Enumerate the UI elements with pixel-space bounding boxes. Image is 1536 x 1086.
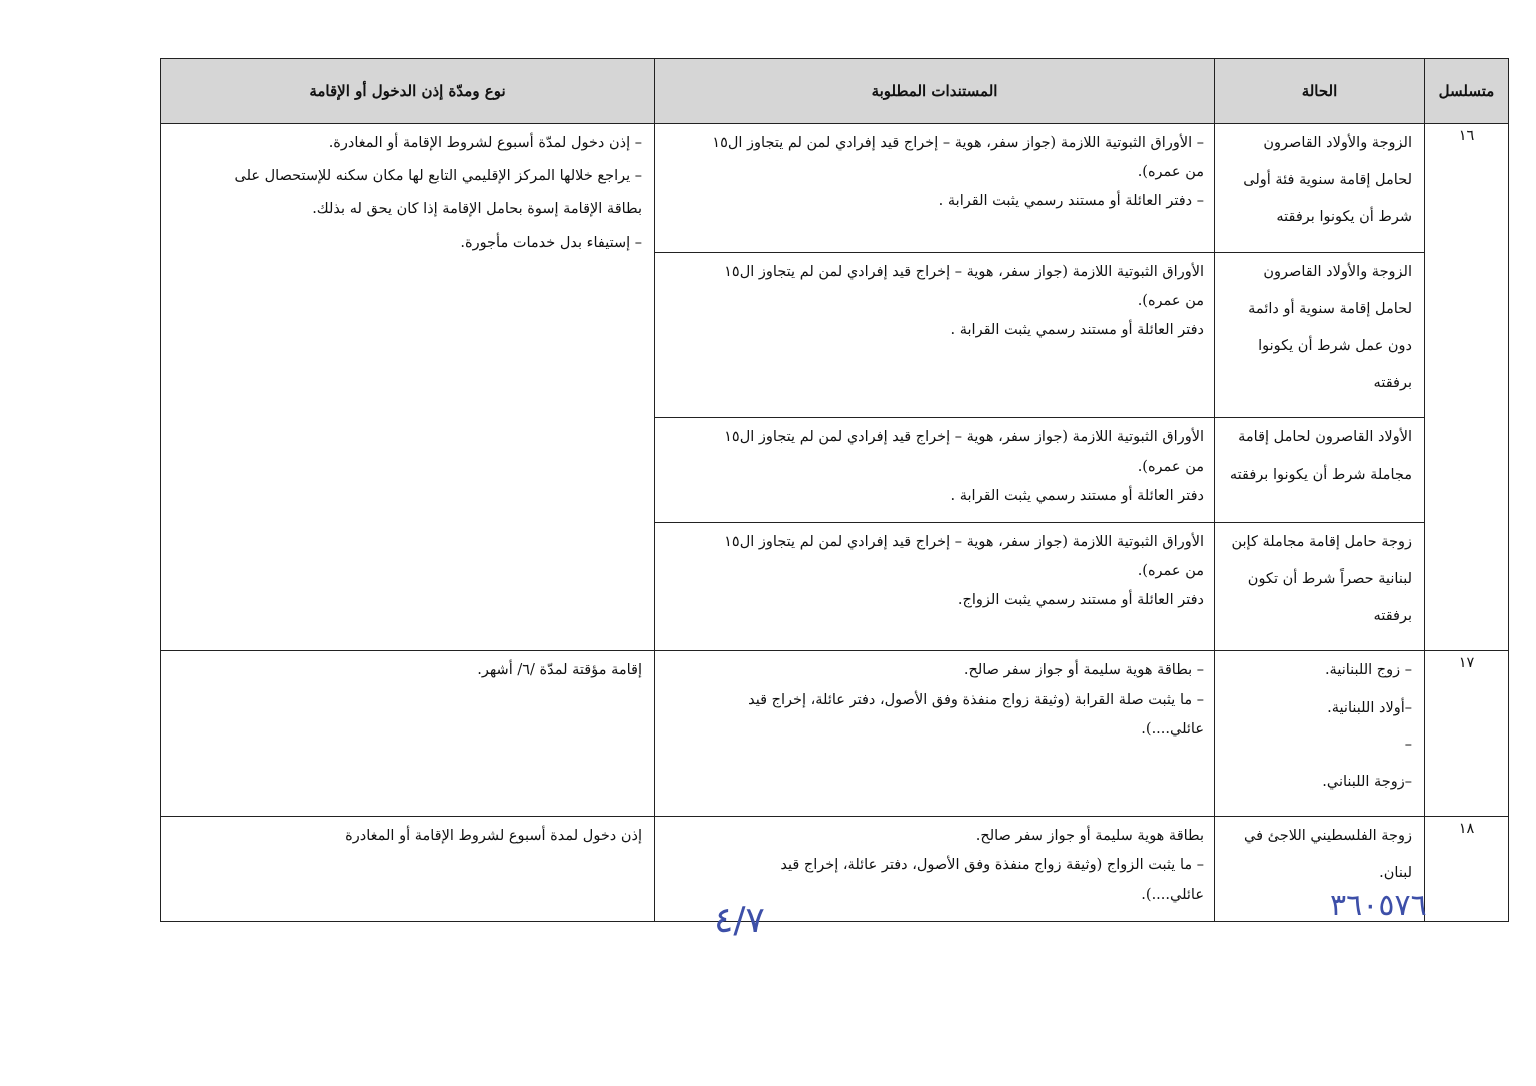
case-line: لحامل إقامة سنوية أو دائمة bbox=[1248, 300, 1412, 317]
doc-line: عائلي....). bbox=[1141, 720, 1204, 737]
docs-cell bbox=[655, 252, 1215, 418]
type-cell bbox=[161, 651, 655, 817]
doc-line: دفتر العائلة أو مستند رسمي يثبت القرابة . bbox=[950, 321, 1204, 338]
type-line: بطاقة الإقامة إسوة بحامل الإقامة إذا كان يحق له بذلك. bbox=[312, 201, 642, 218]
docs-cell bbox=[655, 522, 1215, 651]
case-line: دون عمل شرط أن يكونوا bbox=[1258, 337, 1412, 354]
case-cell bbox=[1215, 418, 1425, 523]
row-seq-16: ١٦ bbox=[1425, 124, 1509, 651]
case-line: مجاملة شرط أن يكونوا برفقته bbox=[1229, 466, 1412, 483]
case-line: الزوجة والأولاد القاصرون bbox=[1263, 135, 1412, 151]
type-line: إذن دخول لمدة أسبوع لشروط الإقامة أو المغادرة bbox=[345, 828, 642, 845]
case-cell bbox=[1215, 252, 1425, 418]
requirements-table bbox=[160, 58, 1509, 922]
case-line: – bbox=[1404, 736, 1412, 753]
row-seq-18: ١٨ bbox=[1425, 817, 1509, 922]
docs-cell bbox=[655, 124, 1215, 253]
type-line: إقامة مؤقتة لمدّة /٦/ أشهر. bbox=[477, 662, 642, 679]
doc-line: من عمره). bbox=[1137, 164, 1204, 181]
case-line: برفقته bbox=[1373, 375, 1412, 392]
case-line: زوجة الفلسطيني اللاجئ في bbox=[1244, 828, 1412, 845]
row-seq-17: ١٧ bbox=[1425, 651, 1509, 817]
doc-line: – ما يثبت الزواج (وثيقة زواج منفذة وفق الأصول، دفتر عائلة، إخراج قيد bbox=[780, 857, 1204, 874]
header-type: نوع ومدّة إذن الدخول أو الإقامة bbox=[161, 59, 655, 124]
type-line: – يراجع خلالها المركز الإقليمي التابع لها مكان سكنه للإستحصال على bbox=[234, 168, 642, 185]
handwritten-reference-number: ٣٦٠٥٧٦ bbox=[1330, 888, 1427, 923]
case-line: لبنان. bbox=[1379, 865, 1412, 882]
doc-line: من عمره). bbox=[1137, 563, 1204, 580]
doc-line: دفتر العائلة أو مستند رسمي يثبت الزواج. bbox=[957, 592, 1204, 609]
document-sheet bbox=[160, 58, 1508, 922]
case-line: زوجة حامل إقامة مجاملة كإبن bbox=[1231, 533, 1412, 550]
doc-line: من عمره). bbox=[1137, 458, 1204, 475]
docs-cell bbox=[655, 418, 1215, 523]
doc-line: – ما يثبت صلة القرابة (وثيقة زواج منفذة وفق الأصول، دفتر عائلة، إخراج قيد bbox=[748, 691, 1204, 708]
case-cell bbox=[1215, 522, 1425, 651]
docs-cell bbox=[655, 651, 1215, 817]
type-cell bbox=[161, 817, 655, 922]
case-cell bbox=[1215, 651, 1425, 817]
doc-line: الأوراق الثبوتية اللازمة (جواز سفر، هوية – إخراج قيد إفرادي لمن لم يتجاوز ال١٥ bbox=[724, 533, 1204, 550]
type-cell bbox=[161, 124, 655, 651]
type-line: – إستيفاء بدل خدمات مأجورة. bbox=[460, 234, 642, 251]
case-line: الأولاد القاصرون لحامل إقامة bbox=[1238, 429, 1412, 446]
doc-line: – دفتر العائلة أو مستند رسمي يثبت القرابة . bbox=[938, 193, 1204, 210]
table-row bbox=[161, 817, 1509, 922]
type-line: – إذن دخول لمدّة أسبوع لشروط الإقامة أو المغادرة. bbox=[328, 135, 642, 151]
table-header-row bbox=[161, 59, 1509, 124]
page-number: ٤/٧ bbox=[714, 900, 765, 941]
doc-line: دفتر العائلة أو مستند رسمي يثبت القرابة . bbox=[950, 487, 1204, 504]
case-line: لحامل إقامة سنوية فئة أولى bbox=[1243, 172, 1412, 189]
case-line: –زوجة اللبناني. bbox=[1322, 774, 1412, 790]
doc-line: – بطاقة هوية سليمة أو جواز سفر صالح. bbox=[963, 662, 1204, 679]
doc-line: بطاقة هوية سليمة أو جواز سفر صالح. bbox=[975, 828, 1204, 845]
case-line: برفقته bbox=[1373, 608, 1412, 625]
case-line: شرط أن يكونوا برفقته bbox=[1276, 209, 1412, 226]
doc-line: – الأوراق الثبوتية اللازمة (جواز سفر، هوية – إخراج قيد إفرادي لمن لم يتجاوز ال١٥ bbox=[712, 135, 1204, 151]
doc-line: الأوراق الثبوتية اللازمة (جواز سفر، هوية – إخراج قيد إفرادي لمن لم يتجاوز ال١٥ bbox=[724, 263, 1204, 280]
case-line: لبنانية حصراً شرط أن تكون bbox=[1247, 571, 1412, 588]
case-line: –أولاد اللبنانية. bbox=[1327, 699, 1412, 716]
case-line: – زوج اللبنانية. bbox=[1324, 662, 1412, 679]
table-row bbox=[161, 651, 1509, 817]
table-row bbox=[161, 124, 1509, 253]
case-cell bbox=[1215, 124, 1425, 253]
header-docs: المستندات المطلوبة bbox=[655, 59, 1215, 124]
header-seq: متسلسل bbox=[1425, 59, 1509, 124]
header-case: الحالة bbox=[1215, 59, 1425, 124]
doc-line: من عمره). bbox=[1137, 292, 1204, 309]
case-line: الزوجة والأولاد القاصرون bbox=[1263, 263, 1412, 280]
doc-line: عائلي....). bbox=[1141, 886, 1204, 903]
doc-line: الأوراق الثبوتية اللازمة (جواز سفر، هوية – إخراج قيد إفرادي لمن لم يتجاوز ال١٥ bbox=[724, 429, 1204, 446]
